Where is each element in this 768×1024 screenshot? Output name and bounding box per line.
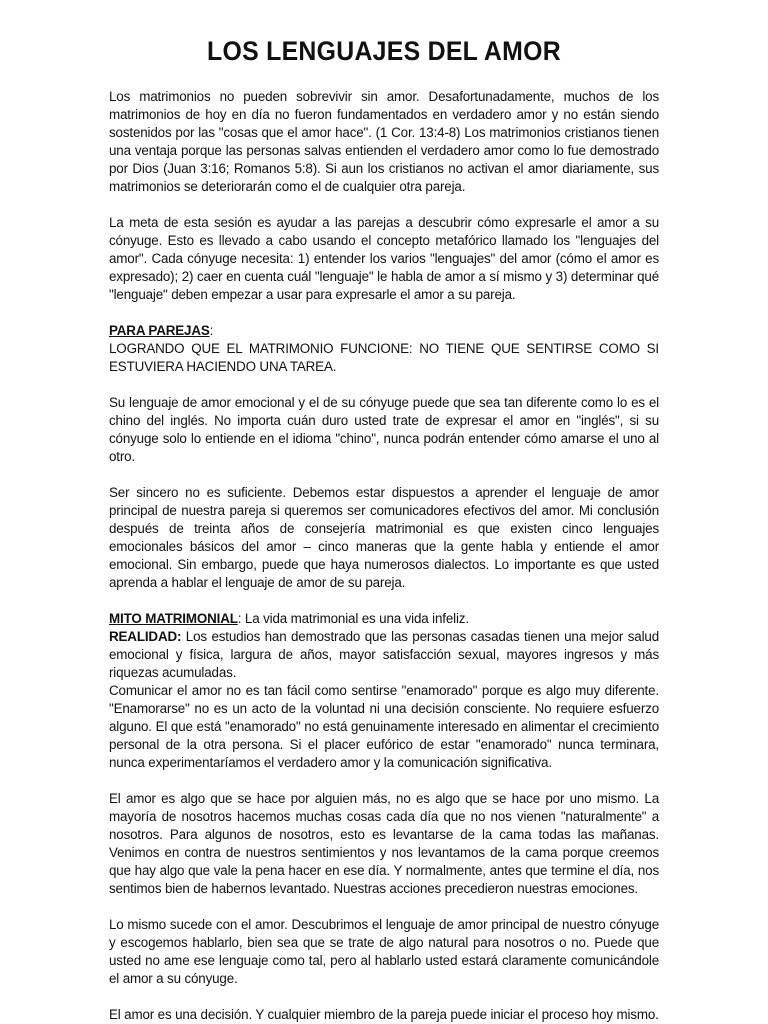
paragraph-chinese-english: Su lenguaje de amor emocional y el de su cónyuge puede que sea tan diferente como lo es el chino del inglés. No importa cuán duro usted trate de expresar el amor en "inglés", si su cónyuge solo lo entiende en el idioma "chino", nunca podrán entender cómo amarse el uno al otro. <box>109 395 659 464</box>
paragraph-session-goal: La meta de esta sesión es ayudar a las parejas a descubrir cómo expresarle el amor a su cónyuge. Esto es llevado a cabo usando el concepto metafórico llamado los "lenguajes del amor". Cada cónyuge necesita: 1) entender los varios "lenguajes" del amor (cómo el amor es expresado); 2) caer en cuenta cuál "lenguaje" le habla de amor a sí mismo y 3) determinar qué "lenguaje" deben empezar a usar para expresarle el amor a su pareja. <box>109 215 659 302</box>
paragraph-love-action: El amor es algo que se hace por alguien más, no es algo que se hace por uno mismo. La mayoría de nosotros hacemos muchas cosas cada día que no nos vienen "naturalmente" a nosotros. Para algunos de nosotros, esto es levantarse de la cama todas las mañanas. Venimos en contra de nuestros sentimientos y nos levantamos de la cama porque creemos que hay algo que vale la pena hacer en ese día. Y normalmente, antes que termine el día, nos sentimos bien de habernos levantado. Nuestras acciones precedieron nuestras emociones. <box>109 791 659 896</box>
realidad-text: Los estudios han demostrado que las personas casadas tienen una mejor salud emocional y física, largura de años, mayor satisfacción sexual, mayores ingresos y más riquezas acumuladas. <box>109 629 659 680</box>
realidad-label: REALIDAD: <box>109 629 182 644</box>
para-parejas-heading: PARA PAREJAS <box>109 323 210 338</box>
section-para-parejas <box>109 322 659 340</box>
para-parejas-subtitle: LOGRANDO QUE EL MATRIMONIO FUNCIONE: NO TIENE QUE SENTIRSE COMO SI ESTUVIERA HACIENDO UNA TAREA. <box>109 341 659 374</box>
paragraph-sincerity: Ser sincero no es suficiente. Debemos estar dispuestos a aprender el lenguaje de amor principal de nuestra pareja si queremos ser comunicadores efectivos del amor. Mi conclusión después de treinta años de consejería matrimonial es que existen cinco lenguajes emocionales básicos del amor – cinco maneras que la gente habla y entiende el amor emocional. Sin embargo, puede que haya numerosos dialectos. Lo importante es que usted aprenda a hablar el lenguaje de amor de su pareja. <box>109 485 659 590</box>
document-page <box>109 34 659 1024</box>
para-parejas-colon: : <box>209 323 214 338</box>
mito-line <box>109 610 659 628</box>
mito-text: : La vida matrimonial es una vida infeliz. <box>237 611 469 626</box>
realidad-line <box>109 628 659 682</box>
paragraph-decision: El amor es una decisión. Y cualquier miembro de la pareja puede iniciar el proceso hoy mismo. <box>109 1007 659 1022</box>
paragraph-falling-in-love: Comunicar el amor no es tan fácil como sentirse "enamorado" porque es algo muy diferente. "Enamorarse" no es un acto de la voluntad ni una decisión consciente. No requiere esfuerzo alguno. El que está "enamorado" no está genuinamente interesado en alimentar el crecimiento personal de la otra persona. Si el placer eufórico de estar "enamorado" nunca terminara, nunca experimentaríamos el verdadero amor y la comunicación significativa. <box>109 683 659 770</box>
paragraph-same-with-love: Lo mismo sucede con el amor. Descubrimos el lenguaje de amor principal de nuestro cónyuge y escogemos hablarlo, bien sea que se trate de algo natural para nosotros o no. Puede que usted no ame ese lenguaje como tal, pero al hablarlo usted estará claramente comunicándole el amor a su cónyuge. <box>109 917 659 986</box>
paragraph-intro: Los matrimonios no pueden sobrevivir sin amor. Desafortunadamente, muchos de los matrimonios de hoy en día no fueron fundamentados en verdadero amor y no están siendo sostenidos por las "cosas que el amor hace". (1 Cor. 13:4-8) Los matrimonios cristianos tienen una ventaja porque las personas salvas entienden el verdadero amor como lo fue demostrado por Dios (Juan 3:16; Romanos 5:8). Si aun los cristianos no activan el amor diariamente, sus matrimonios se deteriorarán como el de cualquier otra pareja. <box>109 89 659 194</box>
mito-label: MITO MATRIMONIAL <box>109 611 238 626</box>
document-title: LOS LENGUAJES DEL AMOR <box>207 36 561 66</box>
